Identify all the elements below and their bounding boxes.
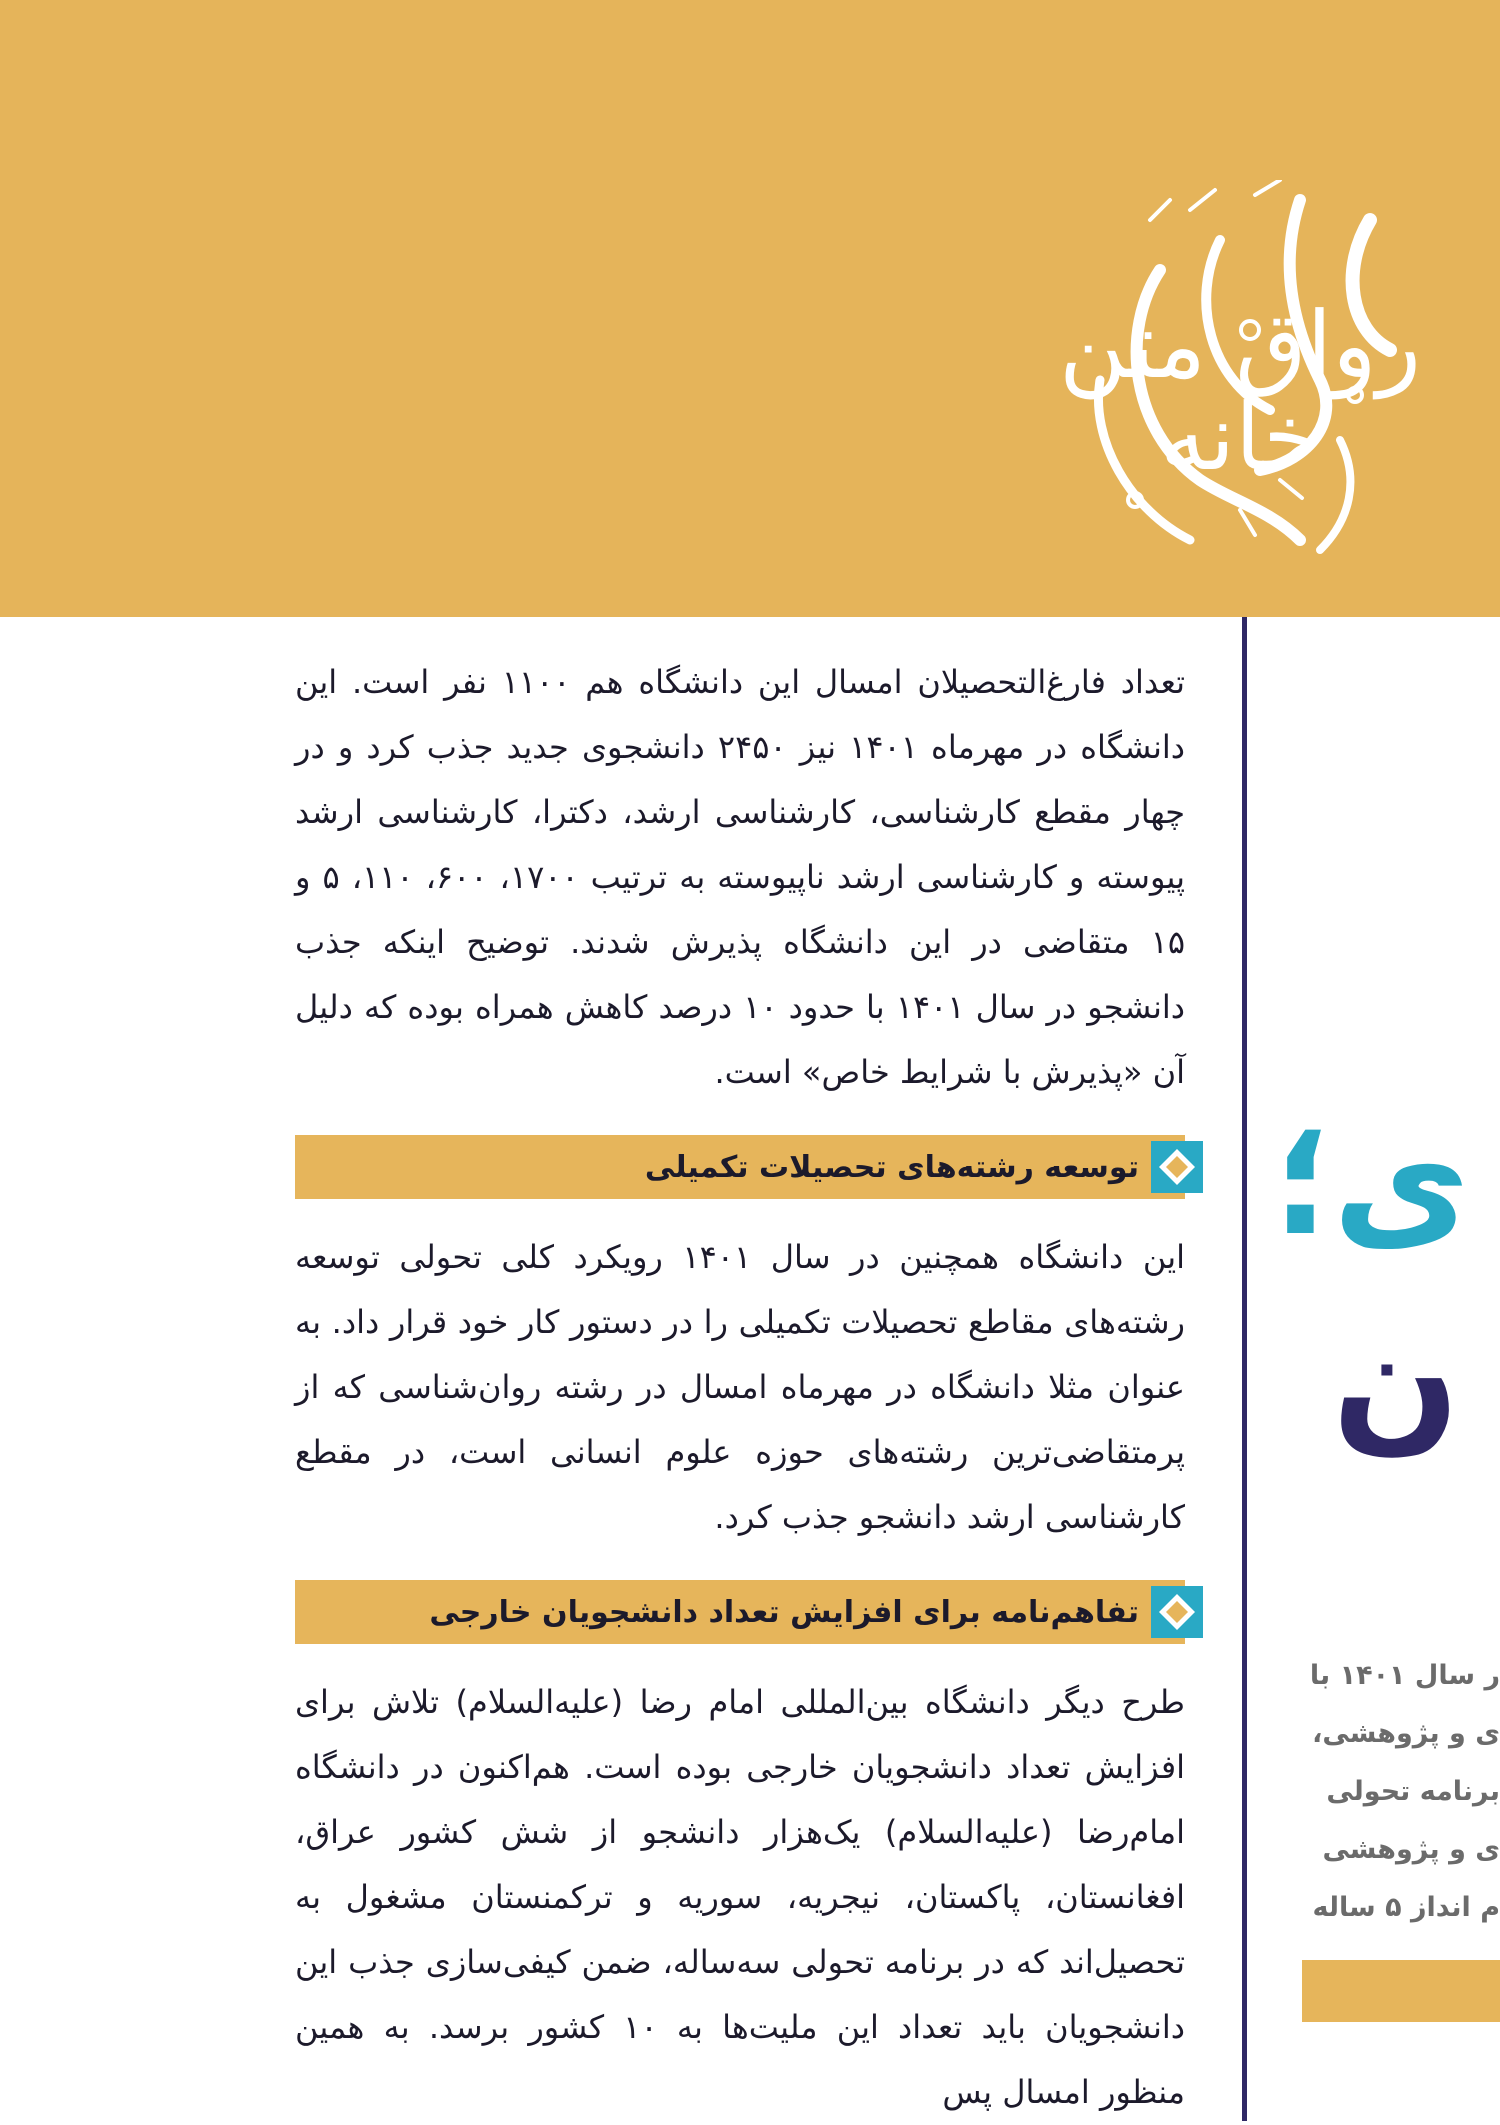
section-paragraph: طرح دیگر دانشگاه بین‌المللی امام رضا (علیه‌السلام) تلاش برای افزایش تعداد دانشجویان خارجی بوده است. هم‌اکنون در دانشگاه امام‌رضا (علیه‌السلام) یک‌هزار دانشجو از شش کشور عراق، افغانستان، پاکستان، نیجریه، سوریه و ترکمنستان مشغول به تحصیل‌اند که در برنامه تحولی سه‌ساله، ضمن کیفی‌سازی جذب این دانشجویان باید تعداد این ملیت‌ها به ۱۰ کشور برسد. به همین منظور امسال پس [295,1683,1186,2111]
side-heading-bar [1302,1960,1500,2022]
headline-fragment: ی؛ [1272,1095,1470,1269]
lead-line: ی و پژوهشی [1322,1834,1500,1865]
intro-paragraph: تعداد فارغ‌التحصیلان امسال این دانشگاه هم ۱۱۰۰ نفر است. این دانشگاه در مهرماه ۱۴۰۱ نیز ۲۴۵۰ دانشجوی جدید جذب کرد و در چهار مقطع کارشناسی، کارشناسی ارشد، دکترا، کارشناسی ارشد پیوسته و کارشناسی ارشد ناپیوسته به ترتیب ۱۷۰۰، ۶۰۰، ۱۱۰، ۵ و ۱۵ متقاضی در این دانشگاه پذیرش شدند. توضیح اینکه جذب دانشجو در سال ۱۴۰۱ با حدود ۱۰ درصد کاهش همراه بوده که دلیل آن «پذیرش با شرایط خاص» است. [295,663,1186,1091]
column-divider [1242,617,1247,2121]
section-heading-graduate-programs [295,1135,1185,1199]
lead-line: ی و پژوهشی، [1312,1718,1500,1749]
section-title: تفاهم‌نامه برای افزایش تعداد دانشجویان خارجی [429,1594,1139,1630]
logo-text: رواق متن خانه [1058,292,1422,491]
lead-paragraph [1260,1647,1500,1937]
main-column [295,650,1185,2125]
diamond-marker-icon [1151,1141,1203,1193]
section-title: توسعه رشته‌های تحصیلات تکمیلی [644,1149,1139,1185]
section-heading-foreign-students [295,1580,1185,1644]
headline-fragment: ن [1331,1295,1460,1469]
lead-line: م انداز ۵ ساله [1312,1892,1500,1923]
section-paragraph: این دانشگاه همچنین در سال ۱۴۰۱ رویکرد کلی تحولی توسعه رشته‌های مقاطع تحصیلات تکمیلی را در دستور کار خود قرار داد. به عنوان مثلا دانشگاه در مهرماه امسال در رشته روان‌شناسی که از پرمتقاضی‌ترین رشته‌های حوزه علوم انسانی است، در مقطع کارشناسی ارشد دانشجو جذب کرد. [295,1238,1186,1536]
lead-line: ر سال ۱۴۰۱ با [1309,1660,1500,1691]
diamond-marker-icon [1151,1586,1203,1638]
side-column [1260,617,1500,2121]
lead-line: برنامه تحولی [1326,1776,1500,1807]
